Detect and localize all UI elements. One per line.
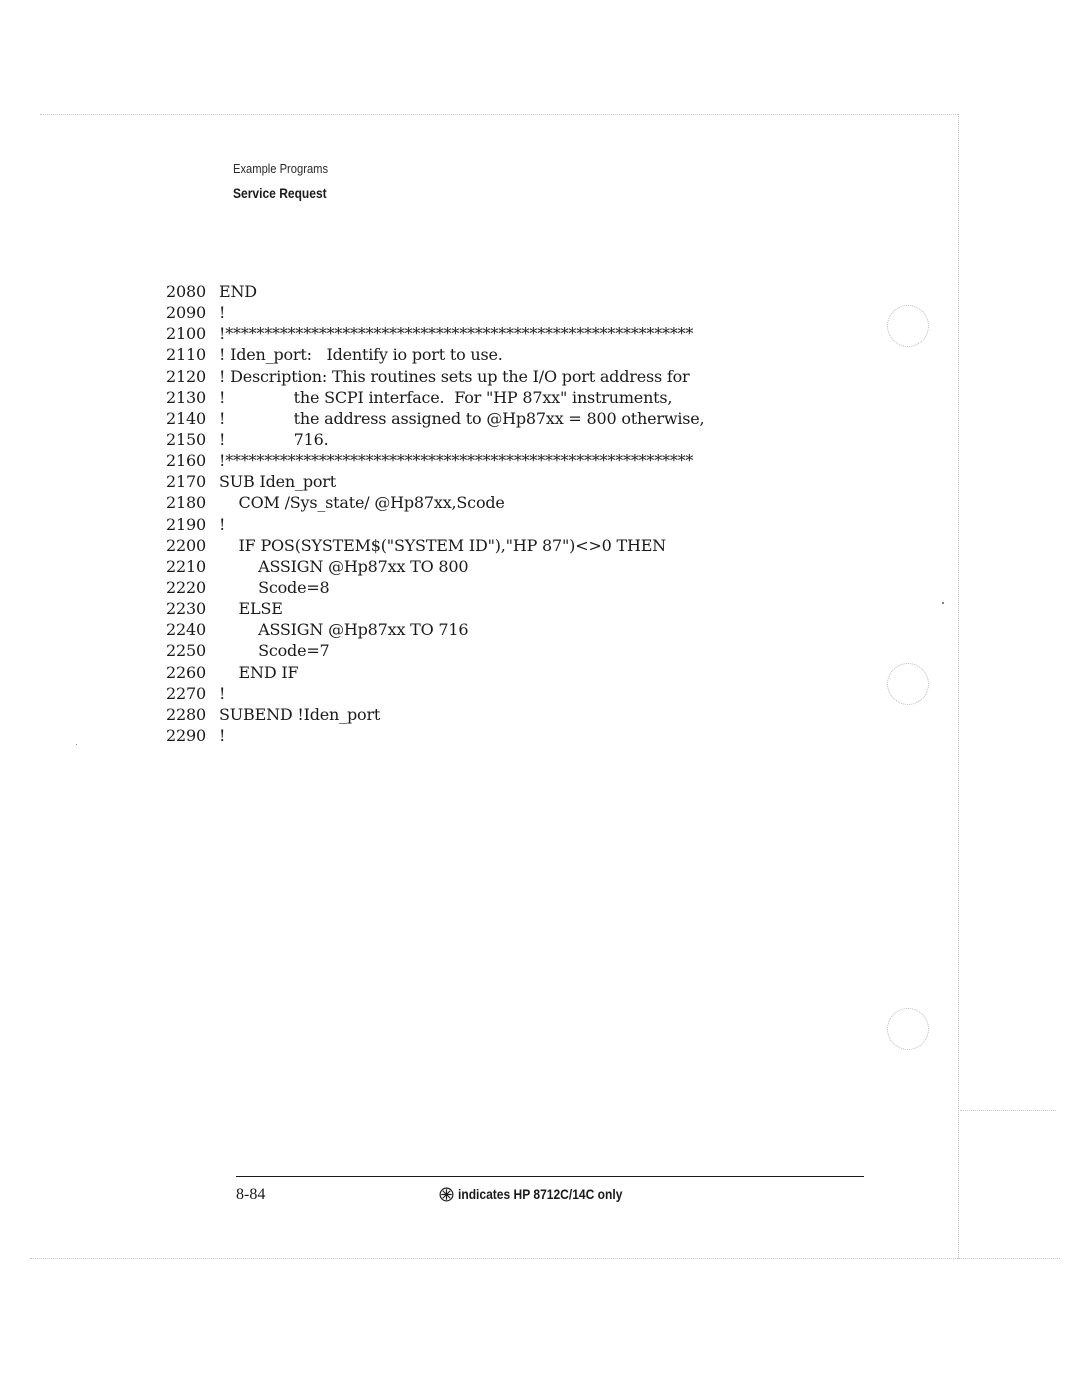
hp-8712c-14c-symbol-icon [439,1187,454,1202]
code-text: ! Description: This routines sets up the I/O port address for [219,366,690,386]
line-number: 2200 [166,535,206,555]
code-text: ! 716. [219,429,329,449]
scan-speck [942,602,944,604]
code-line [166,366,704,387]
line-number: 2280 [166,704,206,724]
code-text: ! [219,514,226,534]
line-number: 2220 [166,577,206,597]
page-edge-right [958,114,959,1259]
line-number: 2180 [166,493,206,513]
code-line [166,535,704,556]
code-text: ! the address assigned to @Hp87xx = 800 otherwise, [219,408,705,428]
code-listing [166,281,704,746]
code-line [166,514,704,535]
code-line [166,640,704,661]
page-edge-top [40,114,958,115]
line-number: 2130 [166,387,206,407]
running-header [233,160,344,202]
line-number: 2230 [166,599,206,619]
punch-hole-top [887,305,929,347]
code-line [166,725,704,746]
code-text: END IF [219,662,299,682]
line-number: 2250 [166,641,206,661]
code-line [166,492,704,513]
scan-speck [76,744,77,745]
page-number: 8-84 [236,1186,266,1203]
code-text: ! the SCPI interface. For "HP 87xx" instruments, [219,387,673,407]
code-line [166,704,704,725]
code-line [166,302,704,323]
footer-note [439,1186,649,1202]
code-text: SUB Iden_port [219,472,336,492]
code-text: IF POS(SYSTEM$("SYSTEM ID"),"HP 87")<>0 THEN [219,535,666,555]
code-line [166,662,704,683]
line-number: 2140 [166,408,206,428]
code-text: ! [219,725,226,745]
code-line [166,556,704,577]
code-text: Scode=7 [219,641,330,661]
code-line [166,323,704,344]
line-number: 2110 [166,345,206,365]
code-line [166,281,704,302]
code-line [166,619,704,640]
code-line [166,577,704,598]
code-line [166,471,704,492]
punch-hole-middle [887,663,929,705]
line-number: 2190 [166,514,206,534]
line-number: 2150 [166,429,206,449]
code-text: ASSIGN @Hp87xx TO 716 [219,620,469,640]
footer-note-text: indicates HP 8712C/14C only [458,1186,623,1202]
page-title: Service Request [233,185,327,201]
line-number: 2160 [166,451,206,471]
line-number: 2270 [166,683,206,703]
code-text: SUBEND !Iden_port [219,704,381,724]
code-text: !************************************************************ [219,324,694,344]
code-text: ASSIGN @Hp87xx TO 800 [219,556,469,576]
code-text: END [219,282,257,301]
section-name: Example Programs [233,161,329,176]
line-number: 2100 [166,324,206,344]
line-number: 2090 [166,303,206,323]
code-line [166,387,704,408]
line-number: 2170 [166,472,206,492]
code-text: ! Iden_port: Identify io port to use. [219,345,503,365]
code-line [166,450,704,471]
line-number: 2240 [166,620,206,640]
code-text: COM /Sys_state/ @Hp87xx,Scode [219,493,505,513]
line-number: 2120 [166,366,206,386]
line-number: 2290 [166,725,206,745]
code-text: Scode=8 [219,577,330,597]
code-text: ! [219,303,226,323]
code-text: !************************************************************ [219,451,694,471]
code-line [166,429,704,450]
line-number: 2260 [166,662,206,682]
code-line [166,598,704,619]
code-line [166,683,704,704]
footer-rule [236,1176,864,1177]
line-number: 2210 [166,556,206,576]
code-text: ELSE [219,599,283,619]
code-line [166,344,704,365]
page-edge-bottom [30,1258,1060,1259]
code-text: ! [219,683,226,703]
tab-edge [960,1110,1056,1111]
line-number: 2080 [166,282,206,301]
code-line [166,408,704,429]
punch-hole-bottom [887,1008,929,1050]
